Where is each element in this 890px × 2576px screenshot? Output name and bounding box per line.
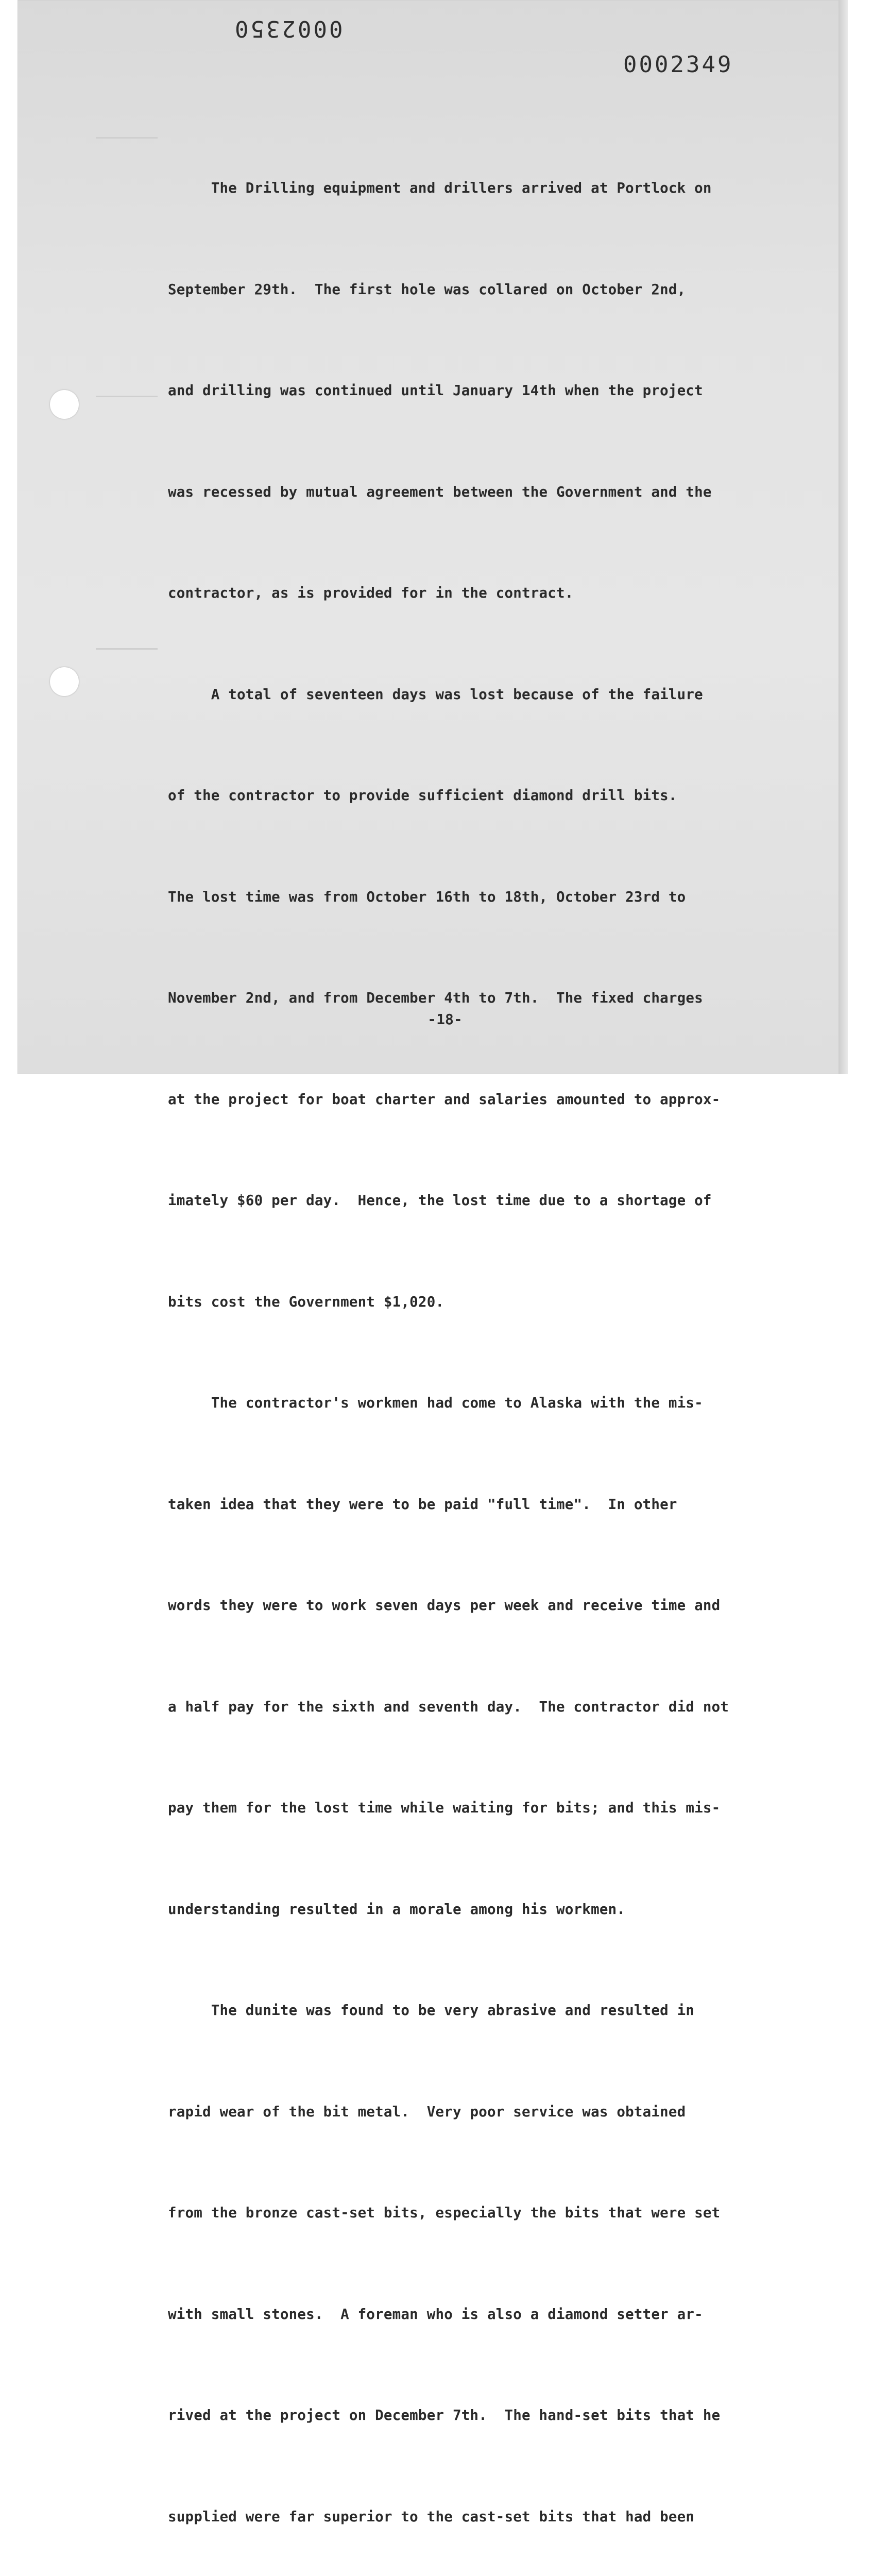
text-line: understanding resulted in a morale among his workmen. — [168, 1901, 626, 1918]
text-line: contractor, as is provided for in the contract. — [168, 585, 574, 601]
text-line: was recessed by mutual agreement between the Government and the — [168, 483, 712, 500]
text-line: a half pay for the sixth and seventh day. The contractor did not — [168, 1698, 729, 1715]
text-line: The contractor's workmen had come to Alaska with the mis- — [168, 1395, 703, 1411]
text-line: supplied were far superior to the cast-set bits that had been — [168, 2508, 695, 2525]
text-line: and drilling was continued until January 14th when the project — [168, 382, 703, 399]
page-number: -18- — [427, 1011, 463, 1028]
bates-stamp-mirrored: 0002350 — [233, 15, 343, 42]
text-line: of the contractor to provide sufficient diamond drill bits. — [168, 787, 677, 804]
text-line: rived at the project on December 7th. The hand-set bits that he — [168, 2407, 721, 2424]
scan-smudge — [96, 396, 158, 397]
body-text — [168, 104, 745, 2576]
scan-smudge — [96, 648, 158, 650]
text-line: September 29th. The first hole was collared on October 2nd, — [168, 281, 686, 298]
text-line: The Drilling equipment and drillers arrived at Portlock on — [168, 180, 712, 196]
scan-smudge — [96, 137, 158, 139]
text-line: rapid wear of the bit metal. Very poor service was obtained — [168, 2103, 686, 2120]
punch-hole-upper — [50, 390, 79, 419]
text-line: The dunite was found to be very abrasive and resulted in — [168, 2002, 695, 2019]
text-line: with small stones. A foreman who is also a diamond setter ar- — [168, 2306, 703, 2323]
punch-hole-lower — [50, 667, 79, 696]
page-edge — [838, 0, 848, 1074]
text-line: bits cost the Government $1,020. — [168, 1293, 444, 1310]
text-line: pay them for the lost time while waiting for bits; and this mis- — [168, 1800, 721, 1816]
text-line: imately $60 per day. Hence, the lost time due to a shortage of — [168, 1192, 712, 1209]
text-line: words they were to work seven days per week and receive time and — [168, 1597, 721, 1614]
text-line: from the bronze cast-set bits, especially the bits that were set — [168, 2205, 721, 2221]
text-line: at the project for boat charter and salaries amounted to approx- — [168, 1091, 721, 1108]
bates-stamp: 0002349 — [623, 52, 733, 78]
text-line: A total of seventeen days was lost because of the failure — [168, 686, 703, 703]
text-line: November 2nd, and from December 4th to 7th. The fixed charges — [168, 990, 703, 1006]
text-line: taken idea that they were to be paid "full time". In other — [168, 1496, 677, 1513]
text-line: The lost time was from October 16th to 18th, October 23rd to — [168, 888, 686, 905]
